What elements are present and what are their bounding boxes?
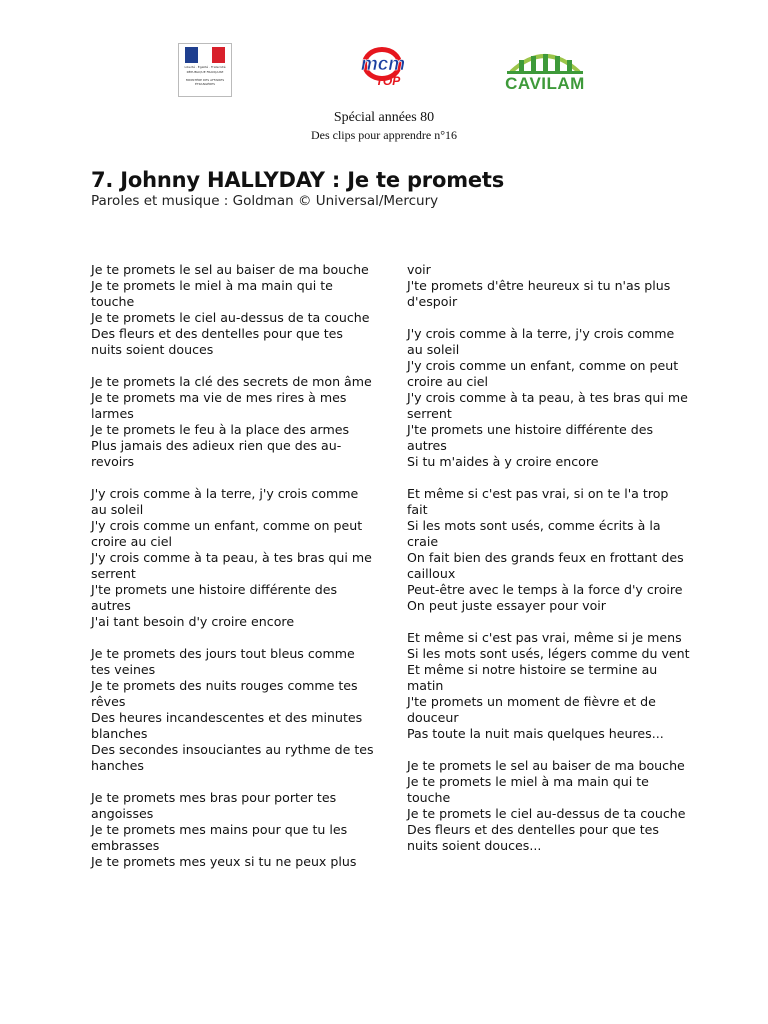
lyric-line: J'te promets un moment de fièvre et de (407, 694, 656, 709)
lyric-line: douceur (407, 710, 459, 725)
lyric-line: cailloux (407, 566, 456, 581)
song-credits: Paroles et musique : Goldman © Universal/Mercury (91, 193, 439, 209)
lyric-line: Et même si c'est pas vrai, si on te l'a trop (407, 486, 669, 501)
lyric-line: J'te promets une histoire différente des (91, 582, 338, 597)
lyric-line: On fait bien des grands feux en frottant des (407, 550, 684, 565)
lyric-line: angoisses (91, 806, 154, 821)
lyric-line: Je te promets le sel au baiser de ma bouche (407, 758, 685, 773)
ministere-republique: RÉPUBLIQUE FRANÇAISE (186, 70, 224, 74)
lyric-line: hanches (91, 758, 144, 773)
stanza-break (407, 310, 687, 326)
lyric-line: au soleil (91, 502, 144, 517)
lyric-line: Je te promets des nuits rouges comme tes (91, 678, 358, 693)
lyric-line: croire au ciel (91, 534, 173, 549)
lyric-line: matin (407, 678, 444, 693)
song-title: 7. Johnny HALLYDAY : Je te promets (91, 168, 505, 192)
lyric-line: Je te promets le sel au baiser de ma bouche (91, 262, 369, 277)
lyric-line: Je te promets des jours tout bleus comme (91, 646, 355, 661)
series-subtitle: Des clips pour apprendre n°16 (310, 128, 458, 142)
lyric-line: Je te promets le ciel au-dessus de ta couche (91, 310, 370, 325)
lyric-line: Je te promets mes mains pour que tu les (91, 822, 348, 837)
lyric-line: au soleil (407, 342, 460, 357)
lyric-line: Et même si c'est pas vrai, même si je mens (407, 630, 682, 645)
lyric-line: Des fleurs et des dentelles pour que tes (91, 326, 343, 341)
lyric-line: Je te promets la clé des secrets de mon âme (91, 374, 372, 389)
lyric-line: nuits soient douces... (407, 838, 542, 853)
lyric-line: Je te promets mes bras pour porter tes (91, 790, 337, 805)
lyric-line: revoirs (91, 454, 135, 469)
stanza-break (91, 358, 371, 374)
lyric-line: Et même si notre histoire se termine au (407, 662, 658, 677)
lyric-line: embrasses (91, 838, 160, 853)
lyric-line: J'y crois comme à la terre, j'y crois comme (407, 326, 675, 341)
lyric-line: larmes (91, 406, 134, 421)
lyric-line: fait (407, 502, 428, 517)
ministere-affaires-etrangeres-logo (178, 43, 232, 97)
mcm-top-logo (348, 46, 418, 90)
stanza-break (407, 742, 687, 758)
lyric-line: Je te promets le ciel au-dessus de ta couche (407, 806, 686, 821)
lyric-line: J'te promets une histoire différente des (407, 422, 654, 437)
lyric-line: Je te promets ma vie de mes rires à mes (91, 390, 347, 405)
stanza-break (91, 630, 371, 646)
lyric-line: craie (407, 534, 439, 549)
stanza-break (407, 470, 687, 486)
lyric-line: Des secondes insouciantes au rythme de tes (91, 742, 374, 757)
lyric-line: touche (407, 790, 451, 805)
lyric-line: Je te promets mes yeux si tu ne peux plus (91, 854, 357, 869)
lyric-line: d'espoir (407, 294, 458, 309)
lyric-line: voir (407, 262, 431, 277)
building-icon (497, 44, 593, 76)
lyric-line: J'y crois comme à ta peau, à tes bras qui me (407, 390, 688, 405)
lyric-line: rêves (91, 694, 126, 709)
lyric-line: Si tu m'aides à y croire encore (407, 454, 599, 469)
lyric-line: J'ai tant besoin d'y croire encore (91, 614, 295, 629)
lyric-line: autres (91, 598, 131, 613)
series-title: Spécial années 80 (333, 110, 435, 125)
lyric-line: Si les mots sont usés, comme écrits à la (407, 518, 661, 533)
lyric-line: Plus jamais des adieux rien que des au- (91, 438, 342, 453)
lyric-line: Des heures incandescentes et des minutes (91, 710, 363, 725)
lyric-line: Je te promets le miel à ma main qui te (407, 774, 649, 789)
lyric-line: tes veines (91, 662, 156, 677)
lyrics-column-left (91, 262, 374, 870)
lyric-line: Si les mots sont usés, légers comme du vent (407, 646, 690, 661)
stanza-break (91, 470, 371, 486)
lyric-line: touche (91, 294, 135, 309)
lyric-line: blanches (91, 726, 148, 741)
top-logo-text: TOP (375, 74, 401, 88)
lyric-line: Pas toute la nuit mais quelques heures... (407, 726, 664, 741)
lyrics-column-right (407, 262, 690, 854)
stanza-break (407, 614, 687, 630)
lyric-line: serrent (91, 566, 136, 581)
cavilam-logo-text: CAVILAM (505, 74, 585, 93)
lyric-line: nuits soient douces (91, 342, 214, 357)
lyric-line: autres (407, 438, 447, 453)
ministere-dept: MINISTÈRE DES AFFAIRES ÉTRANGÈRES (185, 78, 225, 86)
lyric-line: croire au ciel (407, 374, 489, 389)
lyric-line: serrent (407, 406, 452, 421)
lyric-line: Je te promets le miel à ma main qui te (91, 278, 333, 293)
lyric-line: J'y crois comme un enfant, comme on peut (91, 518, 363, 533)
french-flag-icon (185, 47, 225, 63)
lyric-line: J'y crois comme à la terre, j'y crois comme (91, 486, 359, 501)
lyric-line: On peut juste essayer pour voir (407, 598, 606, 613)
stanza-break (91, 774, 371, 790)
lyric-line: J'te promets d'être heureux si tu n'as plus (407, 278, 671, 293)
cavilam-logo (497, 44, 593, 96)
mcm-logo-text: mcm (360, 54, 406, 75)
logo-bar (0, 40, 768, 100)
lyric-line: Des fleurs et des dentelles pour que tes (407, 822, 659, 837)
lyric-line: J'y crois comme à ta peau, à tes bras qui me (91, 550, 372, 565)
lyric-line: J'y crois comme un enfant, comme on peut (407, 358, 679, 373)
lyric-line: Peut-être avec le temps à la force d'y croire (407, 582, 683, 597)
ministere-motto: Liberté · Égalité · Fraternité (184, 65, 226, 69)
lyric-line: Je te promets le feu à la place des armes (91, 422, 350, 437)
